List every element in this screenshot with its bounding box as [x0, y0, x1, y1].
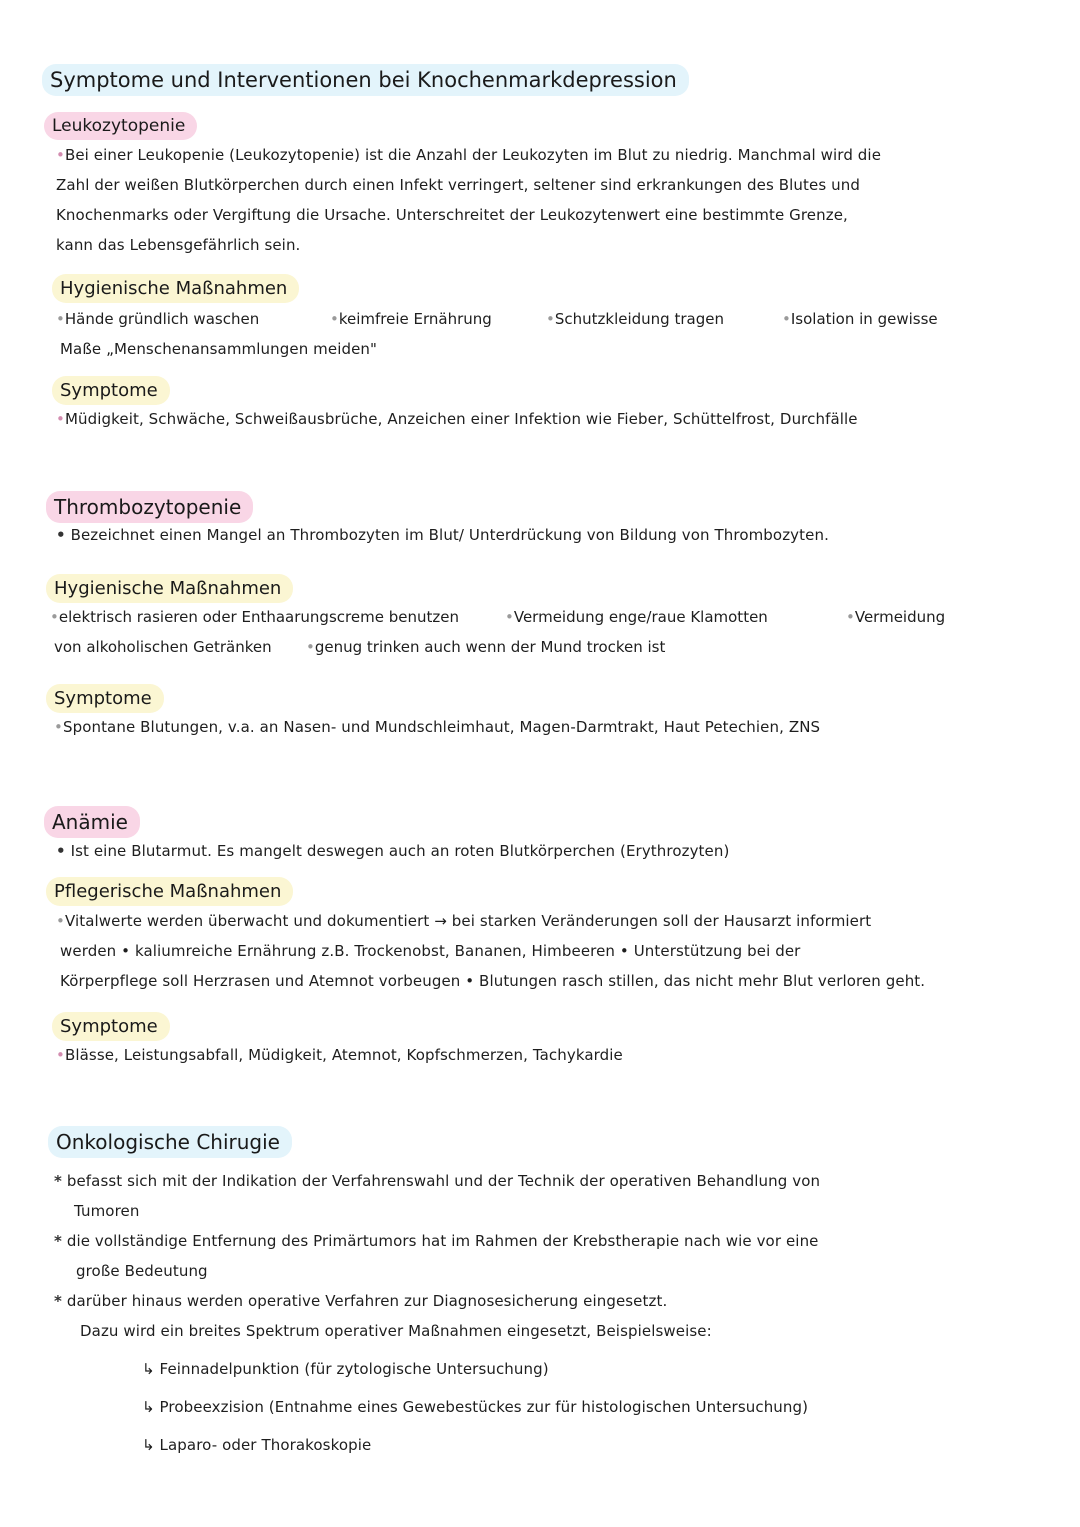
arrow-icon: ↳	[142, 1436, 155, 1454]
bullet-icon: •	[56, 1046, 65, 1064]
anaemie-heading: Anämie	[44, 806, 140, 838]
thrombo-symptoms: •Spontane Blutungen, v.a. an Nasen- und Mundschleimhaut, Magen-Darmtrakt, Haut Petechien, ZNS	[54, 718, 821, 736]
thrombo-measures-heading: Hygienische Maßnahmen	[46, 574, 293, 603]
bullet-icon: •	[782, 310, 791, 328]
onko-item-2-cont: große Bedeutung	[76, 1262, 208, 1280]
leuko-measure-2: •keimfreie Ernährung	[330, 310, 492, 328]
leuko-measure-4: •Isolation in gewisse	[782, 310, 938, 328]
leuko-measure-3: •Schutzkleidung tragen	[546, 310, 724, 328]
leuko-measures-cont: Maße „Menschenansammlungen meiden"	[60, 340, 378, 358]
thrombo-measure-4: •genug trinken auch wenn der Mund trocken ist	[306, 638, 666, 656]
anaemie-text: • Ist eine Blutarmut. Es mangelt deswegen auch an roten Blutkörperchen (Erythrozyten)	[56, 842, 730, 860]
thrombo-text: • Bezeichnet einen Mangel an Thrombozyten im Blut/ Unterdrückung von Bildung von Thrombozyten.	[56, 526, 829, 544]
asterisk-icon: *	[54, 1232, 62, 1250]
onko-item-1-cont: Tumoren	[74, 1202, 140, 1220]
bullet-icon: •	[505, 608, 514, 626]
bullet-icon: •	[56, 146, 65, 164]
onko-item-3: * darüber hinaus werden operative Verfahren zur Diagnosesicherung eingesetzt.	[54, 1292, 668, 1310]
bullet-icon: •	[54, 718, 63, 736]
arrow-icon: ↳	[142, 1398, 155, 1416]
leuko-symptoms-heading: Symptome	[52, 376, 170, 405]
asterisk-icon: *	[54, 1172, 62, 1190]
thrombo-measure-3: •Vermeidung	[846, 608, 946, 626]
leuko-measure-1: •Hände gründlich waschen	[56, 310, 260, 328]
leuko-heading: Leukozytopenie	[44, 112, 197, 140]
anaemie-measures-line-1: •Vitalwerte werden überwacht und dokumentiert → bei starken Veränderungen soll der Hausarzt informiert	[56, 912, 872, 930]
anaemie-measures-line-3: Körperpflege soll Herzrasen und Atemnot vorbeugen • Blutungen rasch stillen, das nicht mehr Blut verloren geht.	[60, 972, 926, 990]
anaemie-measures-heading: Pflegerische Maßnahmen	[46, 877, 293, 906]
anaemie-measures-line-2: werden • kaliumreiche Ernährung z.B. Trockenobst, Bananen, Himbeeren • Unterstützung bei der	[60, 942, 801, 960]
asterisk-icon: *	[54, 1292, 62, 1310]
bullet-icon: •	[56, 526, 66, 544]
bullet-icon: •	[56, 310, 65, 328]
thrombo-measure-1: •elektrisch rasieren oder Enthaarungscreme benutzen	[50, 608, 459, 626]
onko-item-3-cont: Dazu wird ein breites Spektrum operativer Maßnahmen eingesetzt, Beispielsweise:	[80, 1322, 712, 1340]
leuko-text-line-4: kann das Lebensgefährlich sein.	[56, 236, 301, 254]
leuko-symptoms: •Müdigkeit, Schwäche, Schweißausbrüche, Anzeichen einer Infektion wie Fieber, Schüttelfrost, Durchfälle	[56, 410, 858, 428]
arrow-icon: ↳	[142, 1360, 155, 1378]
page-title: Symptome und Interventionen bei Knochenmarkdepression	[42, 64, 689, 96]
leuko-text-line-3: Knochenmarks oder Vergiftung die Ursache. Unterschreitet der Leukozytenwert eine bestimmte Grenze,	[56, 206, 848, 224]
onko-subitem-2: ↳ Probeexzision (Entnahme eines Gewebestückes zur für histologischen Untersuchung)	[142, 1398, 809, 1416]
onko-item-1: * befasst sich mit der Indikation der Verfahrenswahl und der Technik der operativen Behandlung von	[54, 1172, 821, 1190]
anaemie-symptoms: •Blässe, Leistungsabfall, Müdigkeit, Atemnot, Kopfschmerzen, Tachykardie	[56, 1046, 623, 1064]
anaemie-symptoms-heading: Symptome	[52, 1012, 170, 1041]
thrombo-symptoms-heading: Symptome	[46, 684, 164, 713]
bullet-icon: •	[56, 410, 65, 428]
onko-subitem-1: ↳ Feinnadelpunktion (für zytologische Untersuchung)	[142, 1360, 549, 1378]
leuko-text-line-1: •Bei einer Leukopenie (Leukozytopenie) ist die Anzahl der Leukozyten im Blut zu niedrig. Manchmal wird die	[56, 146, 882, 164]
onko-subitem-3: ↳ Laparo- oder Thorakoskopie	[142, 1436, 372, 1454]
bullet-icon: •	[846, 608, 855, 626]
thrombo-measure-3-cont: von alkoholischen Getränken	[54, 638, 272, 656]
bullet-icon: •	[56, 842, 66, 860]
onko-heading: Onkologische Chirugie	[48, 1126, 292, 1158]
leuko-text-line-2: Zahl der weißen Blutkörperchen durch einen Infekt verringert, seltener sind erkrankungen des Blutes und	[56, 176, 860, 194]
thrombo-heading: Thrombozytopenie	[46, 491, 253, 523]
bullet-icon: •	[546, 310, 555, 328]
onko-item-2: * die vollständige Entfernung des Primärtumors hat im Rahmen der Krebstherapie nach wie vor eine	[54, 1232, 819, 1250]
thrombo-measure-2: •Vermeidung enge/raue Klamotten	[505, 608, 768, 626]
leuko-measures-heading: Hygienische Maßnahmen	[52, 274, 299, 303]
bullet-icon: •	[306, 638, 315, 656]
bullet-icon: •	[330, 310, 339, 328]
bullet-icon: •	[50, 608, 59, 626]
bullet-icon: •	[56, 912, 65, 930]
